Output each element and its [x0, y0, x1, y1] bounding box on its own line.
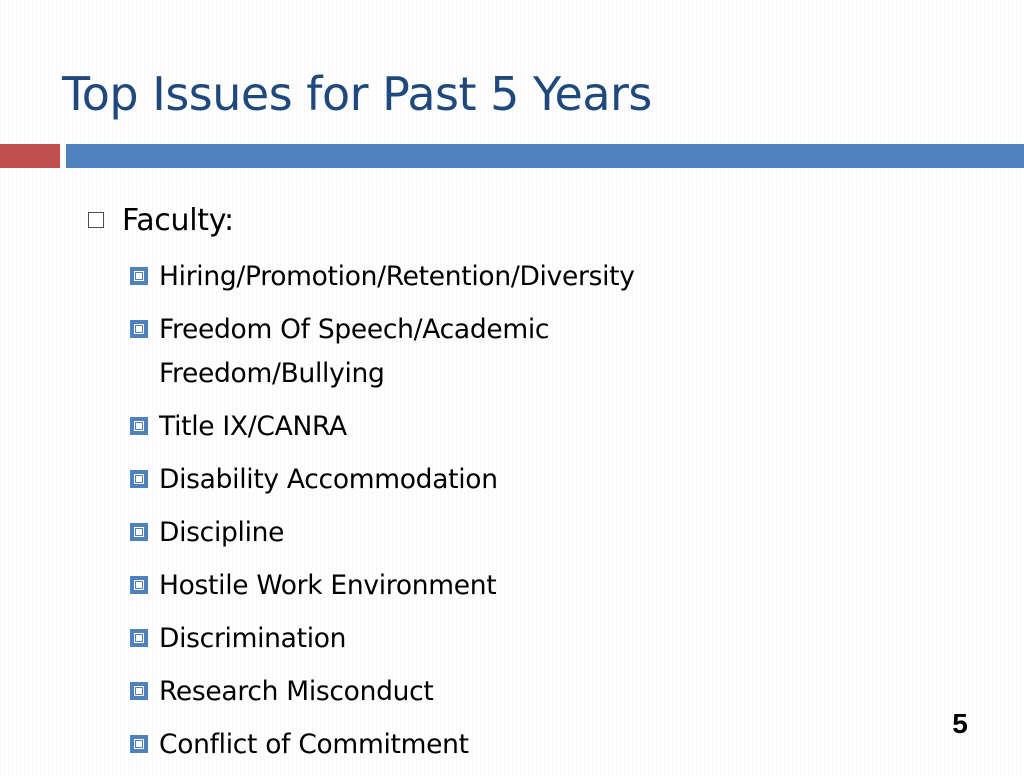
list-item-label: Discipline [159, 517, 285, 548]
list-item-label: Freedom Of Speech/Academic Freedom/Bullying [159, 314, 550, 389]
bullet-level1 [88, 200, 234, 240]
title-accent-bar [0, 144, 60, 168]
list-item [130, 308, 830, 396]
slide-title: Top Issues for Past 5 Years [62, 67, 652, 121]
list-item [130, 255, 830, 299]
list-item-label: Hiring/Promotion/Retention/Diversity [159, 261, 635, 292]
square-bullet-icon [130, 470, 148, 488]
list-item-label: Research Misconduct [159, 676, 434, 707]
bullet-heading-faculty: Faculty: [122, 202, 234, 238]
square-bullet-icon [88, 212, 104, 228]
faculty-issues-list [130, 255, 830, 776]
square-bullet-icon [130, 629, 148, 647]
page-number: 5 [952, 708, 968, 739]
list-item [130, 617, 830, 661]
square-bullet-icon [130, 576, 148, 594]
square-bullet-icon [130, 735, 148, 753]
list-item-label: Hostile Work Environment [159, 570, 497, 601]
square-bullet-icon [130, 682, 148, 700]
list-item [130, 723, 830, 767]
list-item [130, 564, 830, 608]
list-item [130, 405, 830, 449]
list-item-label: Title IX/CANRA [159, 411, 347, 442]
square-bullet-icon [130, 417, 148, 435]
list-item [130, 511, 830, 555]
list-item [130, 458, 830, 502]
list-item [130, 670, 830, 714]
square-bullet-icon [130, 320, 148, 338]
list-item-label: Discrimination [159, 623, 347, 654]
list-item-label: Conflict of Commitment [159, 729, 469, 760]
list-item-label: Disability Accommodation [159, 464, 498, 495]
square-bullet-icon [130, 523, 148, 541]
title-divider-bar [66, 144, 1024, 168]
square-bullet-icon [130, 267, 148, 285]
